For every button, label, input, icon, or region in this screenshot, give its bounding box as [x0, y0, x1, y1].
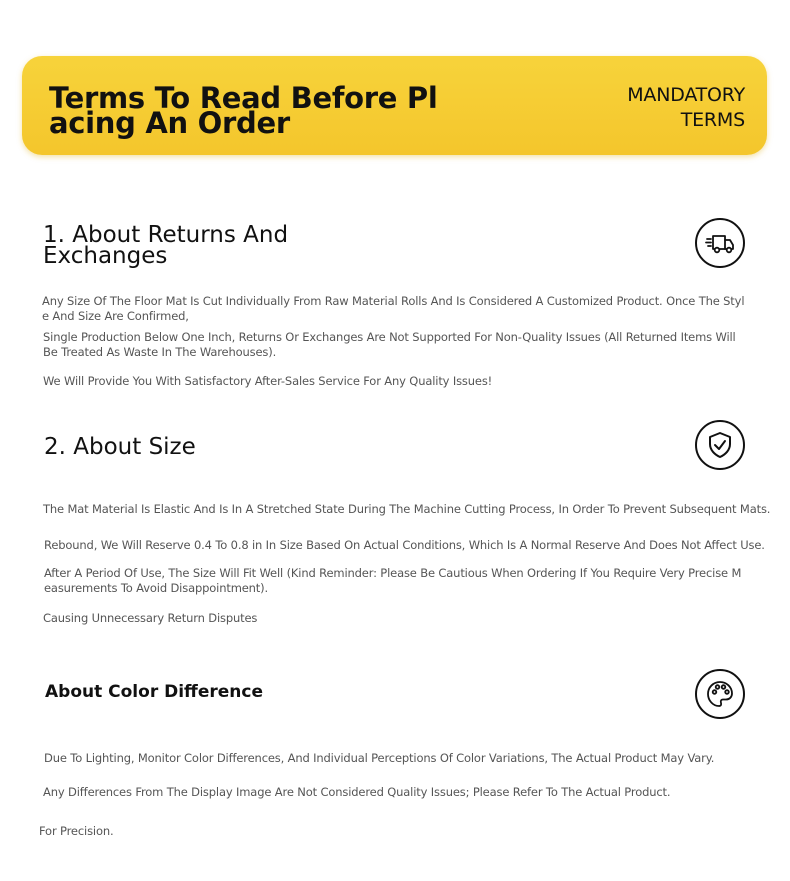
tag-line-2: TERMS	[680, 109, 745, 131]
tag-line-1: MANDATORY	[627, 84, 745, 106]
returns-paragraph-1: Any Size Of The Floor Mat Is Cut Individually From Raw Material Rolls And Is Considered A Customized Product. Once The Style And Size Are Confirmed,	[42, 294, 745, 323]
page-title: Terms To Read Before Placing An Order	[49, 81, 438, 140]
returns-paragraph-3: We Will Provide You With Satisfactory After-Sales Service For Any Quality Issues!	[43, 374, 493, 388]
section-title-size: 2. About Size	[44, 434, 196, 460]
header-banner	[22, 56, 767, 155]
mandatory-terms-tag	[627, 83, 745, 133]
delivery-truck-icon	[695, 218, 745, 268]
color-paragraph-3: For Precision.	[39, 824, 114, 838]
color-paragraph-2: Any Differences From The Display Image Are Not Considered Quality Issues; Please Refer To The Actual Product.	[43, 785, 671, 799]
size-paragraph-2: Rebound, We Will Reserve 0.4 To 0.8 in In Size Based On Actual Conditions, Which Is A Normal Reserve And Does Not Affect Use.	[44, 538, 765, 552]
section-title-returns: 1. About Returns And Exchanges	[43, 222, 289, 269]
size-paragraph-4: Causing Unnecessary Return Disputes	[43, 611, 258, 625]
size-paragraph-3: After A Period Of Use, The Size Will Fit Well (Kind Reminder: Please Be Cautious When Ordering If You Require Very Precise Measurements To Avoid Disappointment).	[44, 566, 742, 595]
palette-icon	[695, 669, 745, 719]
color-paragraph-1: Due To Lighting, Monitor Color Differences, And Individual Perceptions Of Color Variations, The Actual Product May Vary.	[44, 751, 715, 765]
shield-check-icon	[695, 420, 745, 470]
section-title-color: About Color Difference	[45, 682, 263, 702]
returns-paragraph-2: Single Production Below One Inch, Returns Or Exchanges Are Not Supported For Non-Quality Issues (All Returned Items Will Be Treated As Waste In The Warehouses).	[43, 330, 736, 359]
size-paragraph-1: The Mat Material Is Elastic And Is In A Stretched State During The Machine Cutting Process, In Order To Prevent Subsequent Mats.	[43, 502, 771, 516]
